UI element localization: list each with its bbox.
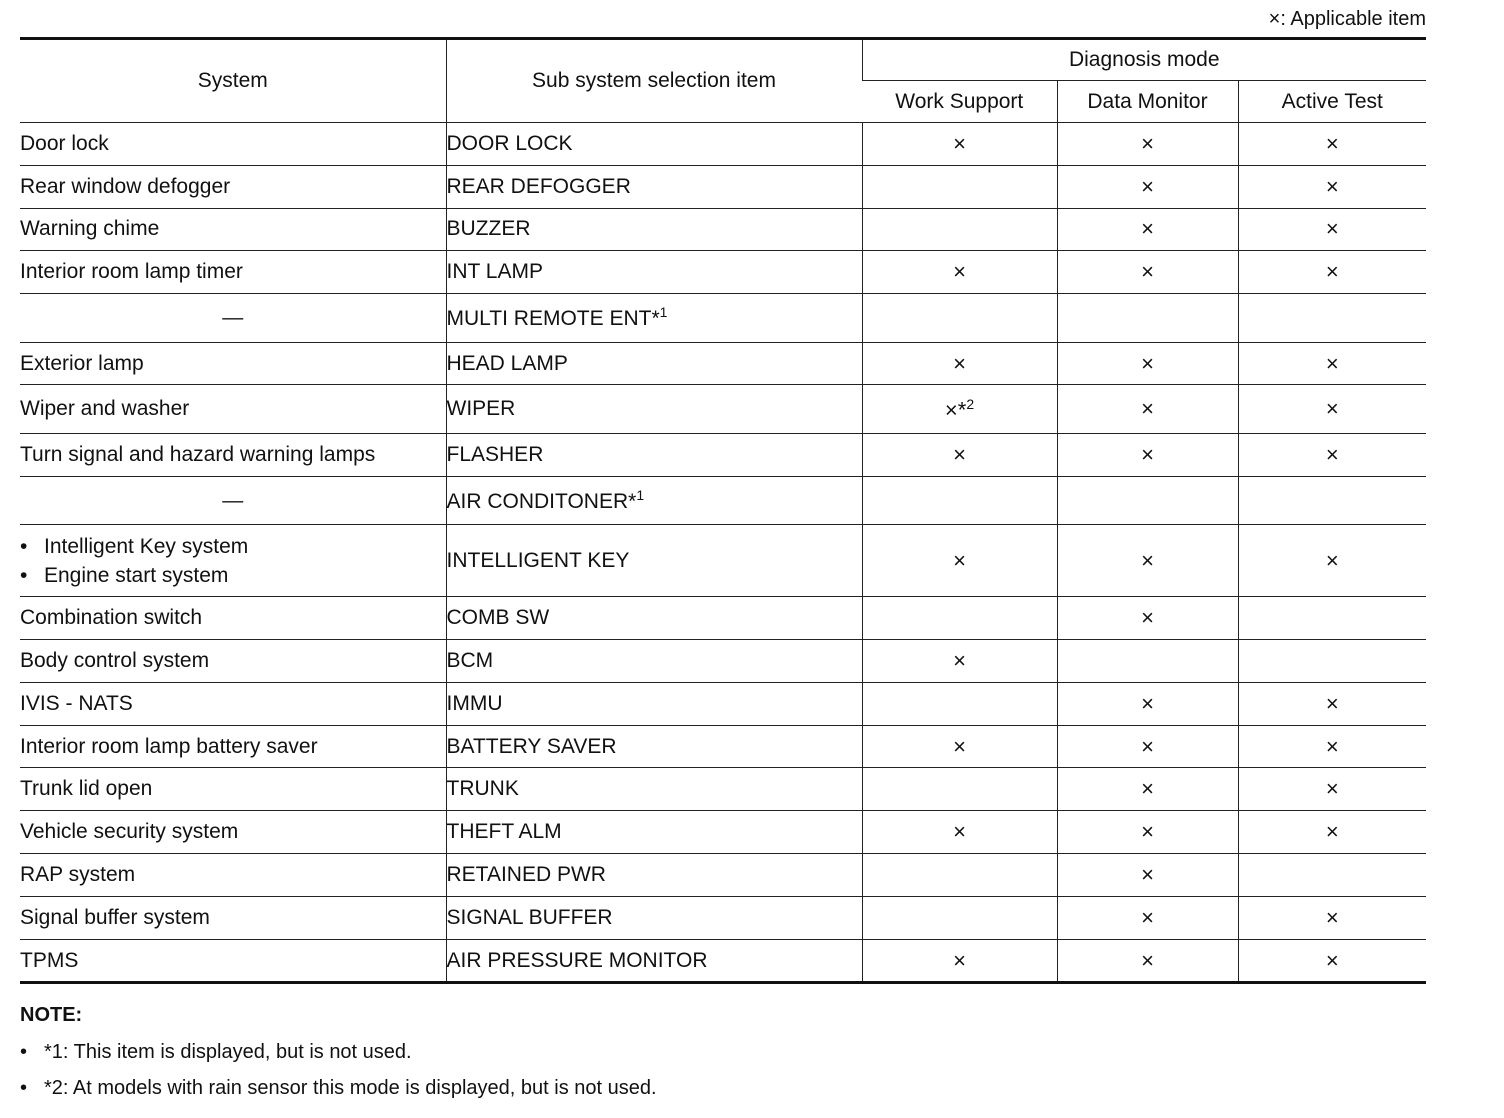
work-support-cell [862, 123, 1057, 166]
applicable-mark: × [953, 819, 966, 845]
table-row [20, 433, 1426, 476]
active-test-cell [1238, 433, 1426, 476]
table-row [20, 725, 1426, 768]
work-support-cell [862, 768, 1057, 811]
applicable-mark: × [1325, 396, 1339, 422]
applicable-mark: × [1141, 733, 1154, 759]
system-cell: Trunk lid open [20, 768, 446, 811]
system-cell: RAP system [20, 854, 446, 897]
footnote-marker: 2 [966, 395, 975, 412]
applicable-mark: × [1325, 130, 1339, 156]
system-cell: Rear window defogger [20, 165, 446, 208]
applicable-mark: × [953, 733, 966, 759]
applicable-mark: × [1141, 819, 1154, 845]
system-cell: Interior room lamp battery saver [20, 725, 446, 768]
note-item [20, 1077, 657, 1100]
applicable-mark: × [1141, 350, 1154, 376]
table-row [20, 165, 1426, 208]
table-row [20, 476, 1426, 525]
system-cell: Warning chime [20, 208, 446, 251]
data-monitor-cell [1057, 682, 1238, 725]
sub-system-label: INT LAMP [446, 260, 543, 284]
sub-system-cell [446, 433, 862, 476]
table-row [20, 597, 1426, 640]
applicable-item-legend: ×: Applicable item [1268, 8, 1426, 30]
applicable-mark: × [1141, 259, 1154, 285]
active-test-cell [1238, 854, 1426, 897]
sub-system-cell [446, 342, 862, 385]
sub-system-label: INTELLIGENT KEY [446, 548, 630, 572]
system-cell: Wiper and washer [20, 385, 446, 434]
applicable-mark: × [1325, 819, 1339, 845]
applicable-mark: × [1325, 350, 1339, 376]
note-title: NOTE: [20, 1004, 83, 1026]
bullet-icon: • [20, 1041, 28, 1063]
sub-system-label: MULTI REMOTE ENT* [446, 307, 660, 331]
active-test-cell [1238, 597, 1426, 640]
sub-system-label: WIPER [446, 397, 516, 421]
sub-system-cell [446, 525, 862, 597]
system-bullet-item: • Engine start system [20, 561, 446, 590]
active-test-cell [1238, 939, 1426, 983]
system-bullet-item: • Intelligent Key system [20, 532, 446, 561]
sub-system-cell [446, 768, 862, 811]
sub-system-cell [446, 811, 862, 854]
data-monitor-cell [1057, 208, 1238, 251]
table-row [20, 768, 1426, 811]
applicable-mark: × [1141, 947, 1154, 973]
sub-system-label: DOOR LOCK [446, 131, 573, 155]
table-body [20, 123, 1426, 983]
sub-system-label: COMB SW [446, 606, 550, 630]
sub-system-label: BCM [446, 648, 494, 672]
work-support-cell [862, 854, 1057, 897]
data-monitor-cell [1057, 597, 1238, 640]
system-bullet-list [20, 532, 446, 590]
table-row [20, 251, 1426, 294]
note-item [20, 1041, 657, 1064]
table-row [20, 525, 1426, 597]
applicable-mark: × [1325, 776, 1339, 802]
sub-system-cell [446, 251, 862, 294]
data-monitor-cell [1057, 525, 1238, 597]
work-support-cell [862, 725, 1057, 768]
sub-system-cell [446, 597, 862, 640]
applicable-mark: ×* [944, 396, 967, 422]
table-row [20, 640, 1426, 683]
applicable-mark: × [1141, 216, 1154, 242]
applicable-mark: × [953, 350, 966, 376]
note-text: *1: This item is displayed, but is not used. [44, 1041, 412, 1063]
footnote-marker: 1 [636, 487, 645, 504]
work-support-cell [862, 342, 1057, 385]
sub-system-cell [446, 208, 862, 251]
active-test-cell [1238, 385, 1426, 434]
work-support-cell [862, 682, 1057, 725]
table-row [20, 385, 1426, 434]
data-monitor-cell [1057, 896, 1238, 939]
data-monitor-cell [1057, 854, 1238, 897]
sub-system-label: AIR PRESSURE MONITOR [446, 948, 708, 972]
active-test-cell [1238, 208, 1426, 251]
applicable-mark: × [953, 947, 966, 973]
table-header [20, 39, 1426, 123]
table-row [20, 682, 1426, 725]
sub-system-label: BUZZER [446, 217, 531, 241]
applicable-mark: × [1141, 904, 1154, 930]
sub-system-cell [446, 385, 862, 434]
active-test-cell [1238, 476, 1426, 525]
system-cell: Door lock [20, 123, 446, 166]
system-cell [20, 525, 446, 597]
system-cell: IVIS - NATS [20, 682, 446, 725]
sub-system-cell [446, 939, 862, 983]
work-support-cell [862, 525, 1057, 597]
active-test-cell [1238, 896, 1426, 939]
sub-system-cell [446, 123, 862, 166]
system-cell: Interior room lamp timer [20, 251, 446, 294]
work-support-cell [862, 433, 1057, 476]
sub-system-label: AIR CONDITONER* [446, 490, 637, 514]
applicable-mark: × [1141, 776, 1154, 802]
bullet-icon: • [20, 1077, 28, 1099]
data-monitor-cell [1057, 294, 1238, 343]
sub-system-label: FLASHER [446, 442, 544, 466]
work-support-cell [862, 939, 1057, 983]
sub-system-cell [446, 165, 862, 208]
applicable-mark: × [953, 130, 966, 156]
system-cell: Exterior lamp [20, 342, 446, 385]
header-diagnosis-mode: Diagnosis mode [862, 39, 1426, 81]
system-cell: Combination switch [20, 597, 446, 640]
table-row [20, 939, 1426, 983]
applicable-mark: × [1325, 947, 1339, 973]
data-monitor-cell [1057, 433, 1238, 476]
applicable-mark: × [953, 441, 966, 467]
sub-system-cell [446, 854, 862, 897]
header-active-test: Active Test [1238, 81, 1426, 123]
sub-system-label: RETAINED PWR [446, 862, 606, 886]
active-test-cell [1238, 768, 1426, 811]
work-support-cell [862, 640, 1057, 683]
work-support-cell [862, 165, 1057, 208]
sub-system-cell [446, 640, 862, 683]
applicable-mark: × [1325, 904, 1339, 930]
data-monitor-cell [1057, 476, 1238, 525]
system-cell: Turn signal and hazard warning lamps [20, 433, 446, 476]
note-section [20, 1004, 657, 1113]
system-cell: — [20, 476, 446, 525]
work-support-cell [862, 294, 1057, 343]
applicable-mark: × [953, 259, 966, 285]
system-cell: Body control system [20, 640, 446, 683]
sub-system-label: SIGNAL BUFFER [446, 905, 613, 929]
applicable-mark: × [1141, 173, 1154, 199]
work-support-cell [862, 476, 1057, 525]
header-data-monitor: Data Monitor [1057, 81, 1238, 123]
active-test-cell [1238, 123, 1426, 166]
system-cell: — [20, 294, 446, 343]
table-row [20, 208, 1426, 251]
applicable-mark: × [1141, 690, 1154, 716]
system-cell: Vehicle security system [20, 811, 446, 854]
table-row [20, 896, 1426, 939]
sub-system-label: THEFT ALM [446, 820, 562, 844]
work-support-cell [862, 896, 1057, 939]
table-row [20, 854, 1426, 897]
applicable-mark: × [1325, 259, 1339, 285]
active-test-cell [1238, 165, 1426, 208]
active-test-cell [1238, 811, 1426, 854]
diagnosis-mode-table [20, 37, 1426, 984]
applicable-mark: × [1325, 547, 1339, 573]
data-monitor-cell [1057, 165, 1238, 208]
sub-system-label: HEAD LAMP [446, 351, 568, 375]
data-monitor-cell [1057, 939, 1238, 983]
table-row [20, 811, 1426, 854]
data-monitor-cell [1057, 811, 1238, 854]
header-work-support: Work Support [862, 81, 1057, 123]
header-system: System [20, 39, 446, 123]
sub-system-cell [446, 294, 862, 343]
applicable-mark: × [1325, 173, 1339, 199]
applicable-mark: × [1325, 690, 1339, 716]
active-test-cell [1238, 251, 1426, 294]
sub-system-label: REAR DEFOGGER [446, 174, 631, 198]
sub-system-label: IMMU [446, 691, 503, 715]
active-test-cell [1238, 525, 1426, 597]
active-test-cell [1238, 725, 1426, 768]
sub-system-label: BATTERY SAVER [446, 734, 617, 758]
system-cell: Signal buffer system [20, 896, 446, 939]
work-support-cell [862, 811, 1057, 854]
data-monitor-cell [1057, 768, 1238, 811]
applicable-mark: × [1325, 441, 1339, 467]
sub-system-cell [446, 725, 862, 768]
applicable-mark: × [1141, 605, 1154, 631]
sub-system-cell [446, 682, 862, 725]
data-monitor-cell [1057, 342, 1238, 385]
work-support-cell [862, 597, 1057, 640]
sub-system-cell [446, 896, 862, 939]
applicable-mark: × [1141, 861, 1154, 887]
active-test-cell [1238, 294, 1426, 343]
work-support-cell [862, 208, 1057, 251]
applicable-mark: × [1141, 547, 1154, 573]
work-support-cell [862, 251, 1057, 294]
active-test-cell [1238, 640, 1426, 683]
applicable-mark: × [1141, 396, 1154, 422]
data-monitor-cell [1057, 123, 1238, 166]
data-monitor-cell [1057, 640, 1238, 683]
applicable-mark: × [1325, 216, 1339, 242]
data-monitor-cell [1057, 385, 1238, 434]
applicable-mark: × [1325, 733, 1339, 759]
sub-system-label: TRUNK [446, 777, 519, 801]
active-test-cell [1238, 342, 1426, 385]
header-sub-system: Sub system selection item [446, 39, 862, 123]
table-row [20, 342, 1426, 385]
applicable-mark: × [1141, 130, 1154, 156]
table-row [20, 294, 1426, 343]
active-test-cell [1238, 682, 1426, 725]
note-text: *2: At models with rain sensor this mode is displayed, but is not used. [44, 1077, 657, 1099]
sub-system-cell [446, 476, 862, 525]
system-cell: TPMS [20, 939, 446, 983]
applicable-mark: × [953, 647, 966, 673]
data-monitor-cell [1057, 725, 1238, 768]
work-support-cell [862, 385, 1057, 434]
footnote-marker: 1 [659, 304, 668, 321]
data-monitor-cell [1057, 251, 1238, 294]
table-row [20, 123, 1426, 166]
applicable-mark: × [1141, 441, 1154, 467]
applicable-mark: × [953, 547, 966, 573]
